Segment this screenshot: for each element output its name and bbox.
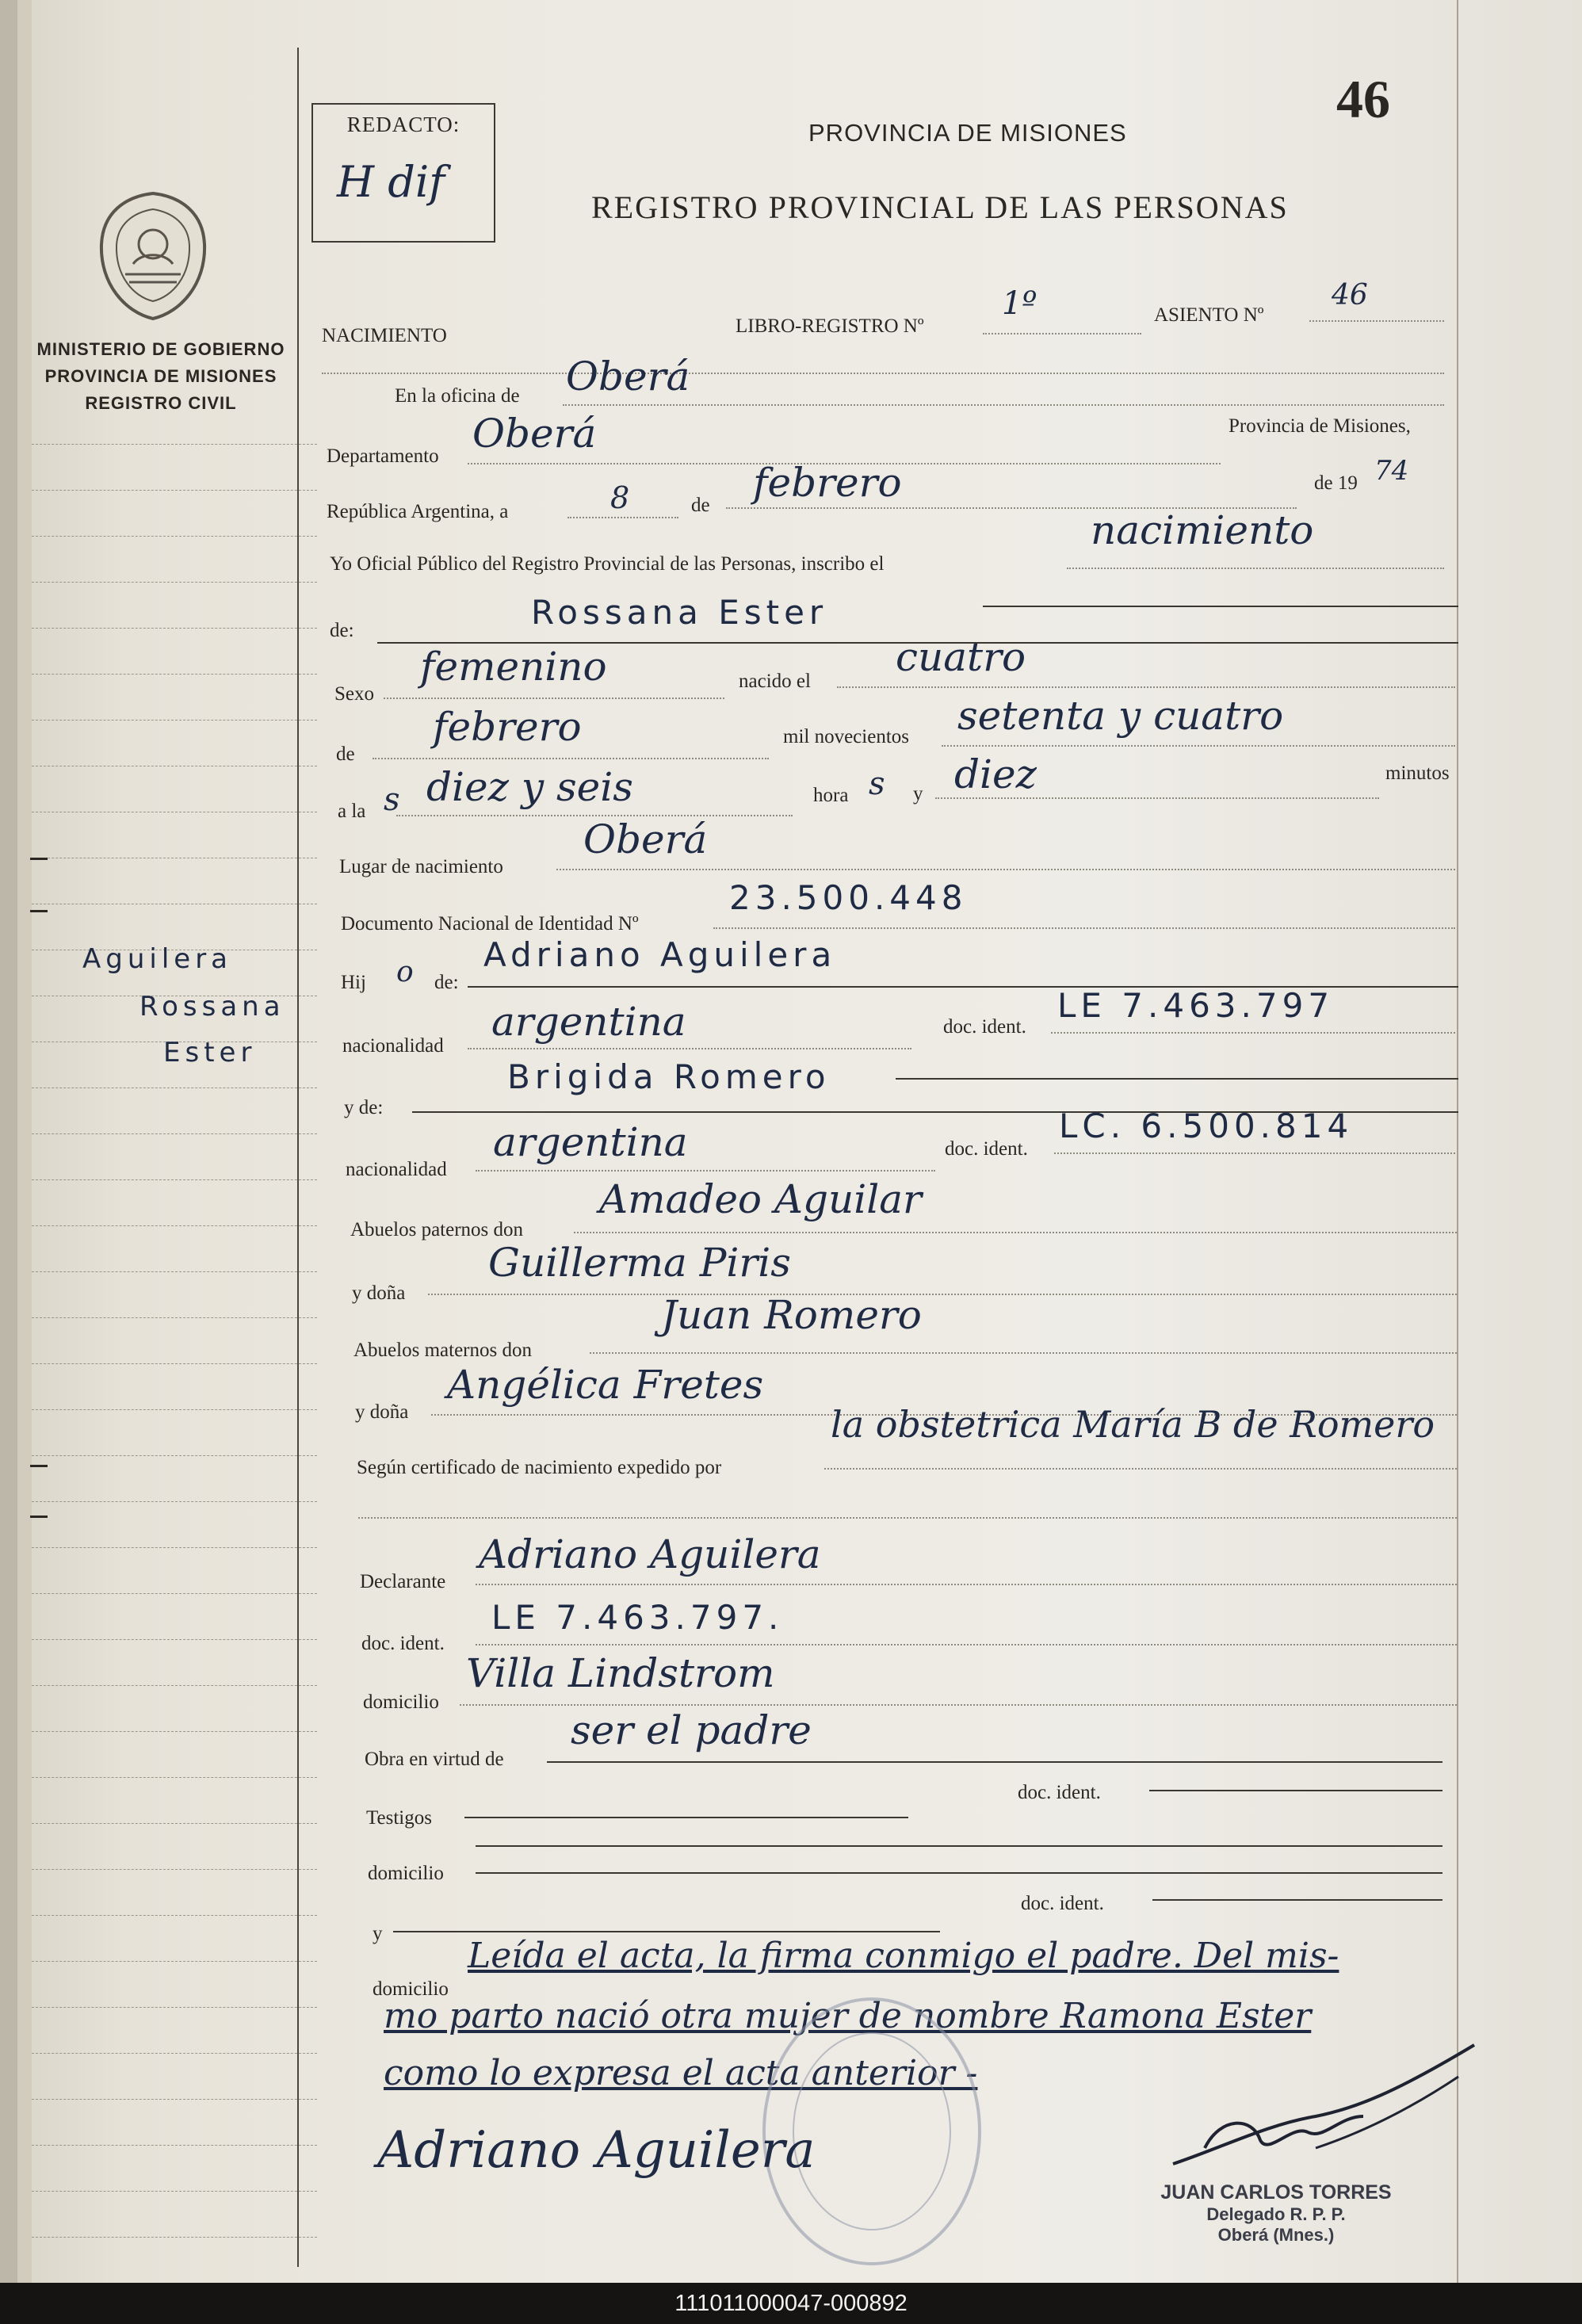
value-ala-suffix: s xyxy=(384,782,400,818)
label-oficina: En la oficina de xyxy=(395,385,520,407)
value-hijo-suffix: o xyxy=(396,956,414,988)
ministry-line-1: MINISTERIO DE GOBIERNO xyxy=(36,339,285,359)
margin-ruled-line xyxy=(32,490,317,491)
margin-ruled-line xyxy=(32,2237,317,2238)
margin-ruled-line xyxy=(32,720,317,721)
registry-heading: REGISTRO PROVINCIAL DE LAS PERSONAS xyxy=(591,189,1289,225)
value-nacido-anio: setenta y cuatro xyxy=(957,693,1284,739)
margin-ruled-line xyxy=(32,674,317,675)
value-libro: 1º xyxy=(1002,285,1037,322)
margin-ruled-line xyxy=(32,1409,317,1410)
value-departamento: Oberá xyxy=(472,411,597,457)
value-acto: nacimiento xyxy=(1091,507,1314,553)
value-minutos: diez xyxy=(954,751,1037,797)
redacto-box xyxy=(311,103,495,243)
label-docid-testigo-2: doc. ident. xyxy=(1021,1893,1104,1914)
label-sexo: Sexo xyxy=(334,683,374,705)
ministry-line-3: REGISTRO CIVIL xyxy=(85,393,237,413)
value-horas: diez y seis xyxy=(426,764,633,810)
label-lugar: Lugar de nacimiento xyxy=(339,856,503,877)
label-certificado: Según certificado de nacimiento expedido por xyxy=(357,1457,722,1478)
label-nacionalidad-padre: nacionalidad xyxy=(342,1035,444,1057)
value-obra: ser el padre xyxy=(571,1707,812,1753)
label-abuelos-paternos: Abuelos paternos don xyxy=(350,1219,524,1240)
margin-ruled-line xyxy=(32,2007,317,2008)
label-provincia: Provincia de Misiones, xyxy=(1229,415,1411,437)
label-de-mes: de xyxy=(691,495,710,516)
margin-second-name: Ester xyxy=(163,1037,257,1068)
page-edge xyxy=(1457,0,1458,2283)
label-yo-oficial: Yo Oficial Público del Registro Provincial de las Personas, inscribo el xyxy=(330,553,885,575)
facing-page-edge xyxy=(0,0,17,2283)
label-hijo-de: de: xyxy=(434,972,459,993)
value-hora-suffix: s xyxy=(869,766,885,802)
official-place: Oberá (Mnes.) xyxy=(1217,2225,1335,2245)
provincial-seal-icon xyxy=(94,189,212,323)
label-ydona-paterna: y doña xyxy=(352,1282,406,1304)
margin-ruled-line xyxy=(32,1317,317,1318)
margin-ruled-line xyxy=(32,1593,317,1594)
margin-ruled-line xyxy=(32,1363,317,1364)
label-docid-padre: doc. ident. xyxy=(943,1016,1026,1038)
margin-ruled-line xyxy=(32,1869,317,1870)
official-name: JUAN CARLOS TORRES xyxy=(1160,2181,1392,2204)
label-obra: Obra en virtud de xyxy=(365,1749,504,1770)
label-dni: Documento Nacional de Identidad Nº xyxy=(341,913,639,935)
label-mil: mil novecientos xyxy=(783,726,909,747)
label-libro: LIBRO-REGISTRO Nº xyxy=(736,315,924,337)
margin-ruled-line xyxy=(32,2053,317,2054)
value-madre-nacionalidad: argentina xyxy=(493,1119,688,1165)
ministry-block xyxy=(22,336,300,417)
redacto-initials: H dif xyxy=(337,157,445,207)
value-padre-nacionalidad: argentina xyxy=(491,999,686,1045)
margin-ruled-line xyxy=(32,1501,317,1502)
note-line-2: mo parto nació otra mujer de nombre Ramona Ester xyxy=(384,1996,1312,2036)
label-minutos: minutos xyxy=(1385,763,1450,784)
label-de-nacido: de xyxy=(336,743,355,765)
value-domicilio: Villa Lindstrom xyxy=(466,1650,775,1696)
label-republica: República Argentina, a xyxy=(327,501,509,522)
margin-ruled-line xyxy=(32,1087,317,1088)
label-hora: hora xyxy=(813,785,849,806)
margin-ruled-line xyxy=(32,1455,317,1456)
province-heading: PROVINCIA DE MISIONES xyxy=(808,119,1127,147)
value-padre-doc: LE 7.463.797 xyxy=(1057,986,1335,1025)
label-nacimiento: NACIMIENTO xyxy=(322,325,447,346)
margin-ruled-line xyxy=(32,1271,317,1272)
margin-ruled-line xyxy=(32,1639,317,1640)
label-asiento: ASIENTO Nº xyxy=(1154,304,1264,326)
value-abuelo-materno: Juan Romero xyxy=(661,1292,922,1338)
value-nacido-dia: cuatro xyxy=(896,634,1026,680)
label-domicilio-declarante: domicilio xyxy=(363,1691,439,1713)
margin-surname: Aguilera xyxy=(82,943,233,975)
margin-ruled-line xyxy=(32,1777,317,1778)
redacto-label: REDACTO: xyxy=(346,113,460,136)
margin-ruled-line xyxy=(32,628,317,629)
value-madre: Brigida Romero xyxy=(507,1057,831,1096)
label-testigos: Testigos xyxy=(366,1807,432,1829)
value-abuela-paterna: Guillerma Piris xyxy=(488,1240,791,1286)
margin-ruled-line xyxy=(32,536,317,537)
value-anio: 74 xyxy=(1374,455,1409,487)
margin-ruled-line xyxy=(32,1225,317,1226)
margin-ruled-line xyxy=(32,2145,317,2146)
ministry-line-2: PROVINCIA DE MISIONES xyxy=(44,366,277,386)
declarant-signature: Adriano Aguilera xyxy=(377,2121,816,2180)
label-declarante: Declarante xyxy=(360,1571,446,1592)
value-nacido-mes: febrero xyxy=(433,704,582,750)
document-id-footer: 111011000047-000892 xyxy=(0,2283,1582,2324)
margin-first-name: Rossana xyxy=(139,991,285,1022)
value-nombre: Rossana Ester xyxy=(531,593,828,632)
label-docid-madre: doc. ident. xyxy=(945,1138,1028,1160)
value-abuela-materna: Angélica Fretes xyxy=(447,1362,764,1408)
value-sexo: femenino xyxy=(420,644,607,690)
margin-ruled-line xyxy=(32,1547,317,1548)
label-docid-declarante: doc. ident. xyxy=(361,1633,445,1654)
official-signature-icon xyxy=(1157,2029,1490,2180)
value-lugar: Oberá xyxy=(583,816,708,862)
label-docid-testigo: doc. ident. xyxy=(1018,1782,1101,1803)
value-abuelo-paterno: Amadeo Aguilar xyxy=(599,1176,922,1222)
label-de-nombre: de: xyxy=(330,620,354,641)
margin-ruled-line xyxy=(32,582,317,583)
margin-ruled-line xyxy=(32,2099,317,2100)
label-departamento: Departamento xyxy=(327,445,439,467)
value-dni: 23.500.448 xyxy=(729,878,968,917)
margin-ruled-line xyxy=(32,444,317,445)
margin-ruled-line xyxy=(32,2191,317,2192)
margin-ruled-line xyxy=(32,1915,317,1916)
value-asiento: 46 xyxy=(1332,279,1368,312)
note-line-3: como lo expresa el acta anterior - xyxy=(384,2053,978,2093)
value-madre-doc: LC. 6.500.814 xyxy=(1059,1107,1354,1145)
label-ydona-materna: y doña xyxy=(355,1401,409,1423)
value-padre: Adriano Aguilera xyxy=(483,935,837,974)
note-line-1: Leída el acta, la firma conmigo el padre. Del mis- xyxy=(468,1936,1339,1976)
value-declarante-doc: LE 7.463.797. xyxy=(491,1598,784,1637)
label-abuelos-maternos: Abuelos maternos don xyxy=(353,1340,532,1361)
label-domicilio-testigo: domicilio xyxy=(368,1863,444,1884)
margin-ruled-line xyxy=(32,1133,317,1134)
value-declarante: Adriano Aguilera xyxy=(479,1531,821,1577)
label-y-testigo: y xyxy=(373,1923,383,1944)
label-y-de-madre: y de: xyxy=(344,1097,384,1118)
official-stamp xyxy=(1141,2181,1411,2246)
value-certificado: la obstetrica María B de Romero xyxy=(831,1403,1435,1446)
label-nacionalidad-madre: nacionalidad xyxy=(346,1159,447,1180)
margin-ruled-line xyxy=(32,1685,317,1686)
label-domicilio-testigo-2: domicilio xyxy=(373,1978,449,2000)
official-title: Delegado R. P. P. xyxy=(1206,2204,1346,2224)
margin-ruled-line xyxy=(32,1731,317,1732)
label-ala: a la xyxy=(338,801,366,822)
page-number: 46 xyxy=(1336,69,1390,129)
label-hijo: Hij xyxy=(341,972,366,993)
label-de-anio: de 19 xyxy=(1314,472,1358,494)
margin-ruled-line xyxy=(32,1823,317,1824)
value-mes: febrero xyxy=(753,460,902,506)
label-y-hora: y xyxy=(913,783,923,805)
value-dia: 8 xyxy=(610,480,630,515)
margin-ruled-line xyxy=(32,1179,317,1180)
label-nacido: nacido el xyxy=(739,671,811,692)
margin-ruled-line xyxy=(32,1961,317,1962)
value-oficina: Oberá xyxy=(566,354,690,399)
